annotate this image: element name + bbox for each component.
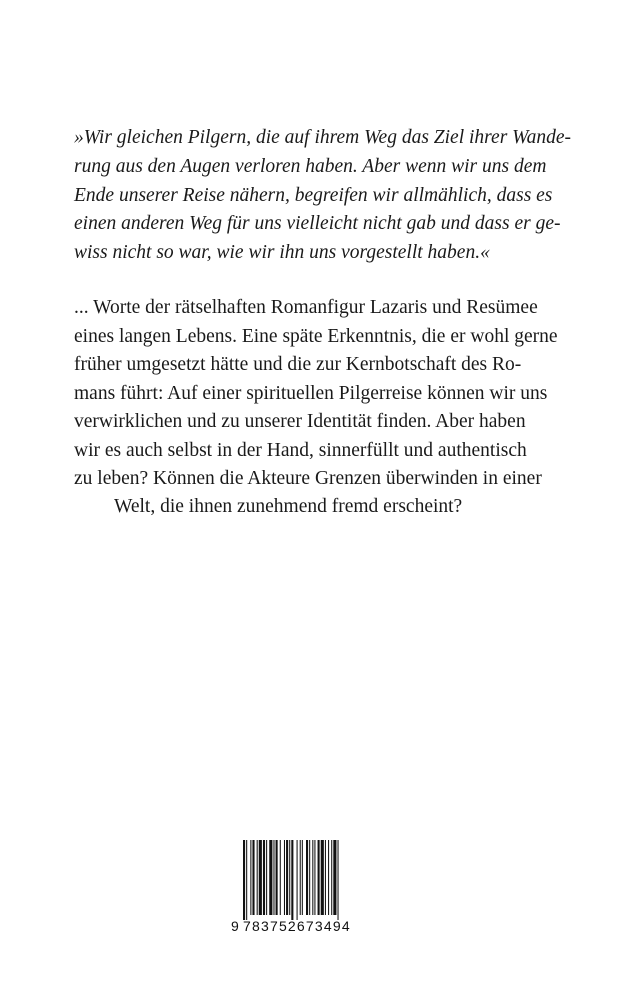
barcode-bar (333, 840, 336, 915)
barcode-bars (229, 840, 367, 920)
isbn-first-digit: 9 (231, 918, 239, 934)
barcode-bar (309, 840, 310, 915)
barcode-bar (284, 840, 285, 915)
quote-line: wiss nicht so war, wie wir ihn uns vorgestellt haben.« (74, 242, 490, 263)
quote-line: Ende unserer Reise nähern, begreifen wir allmählich, dass es (74, 185, 553, 206)
barcode-bar (338, 840, 339, 920)
barcode-bar (243, 840, 245, 920)
barcode-bar (328, 840, 329, 915)
barcode-bar (266, 840, 267, 915)
barcode-bar (302, 840, 303, 915)
barcode-bar (318, 840, 320, 915)
barcode-bar (252, 840, 254, 915)
blurb-line: eines langen Lebens. Eine späte Erkenntnis, die er wohl gerne (74, 326, 558, 347)
barcode-bar (300, 840, 301, 915)
barcode-bar (250, 840, 251, 915)
barcode-bar (269, 840, 272, 915)
barcode-bar (297, 840, 298, 920)
barcode-bar (306, 840, 308, 915)
barcode-bar (321, 840, 324, 915)
barcode-bar (280, 840, 281, 915)
quote-line: rung aus den Augen verloren haben. Aber wenn wir uns dem (74, 156, 547, 177)
quote-line: einen anderen Weg für uns vielleicht nicht gab und dass er ge- (74, 213, 561, 234)
blurb-line: mans führt: Auf einer spirituellen Pilgerreise können wir uns (74, 383, 548, 404)
barcode-bar (291, 840, 293, 920)
barcode-bar (263, 840, 265, 915)
quote-line: »Wir gleichen Pilgern, die auf ihrem Weg das Ziel ihrer Wande- (74, 127, 572, 148)
blurb-line: früher umgesetzt hätte und die zur Kernbotschaft des Ro- (74, 354, 522, 375)
barcode-bar (276, 840, 278, 915)
barcode-bar (286, 840, 288, 915)
barcode-bar (257, 840, 258, 915)
isbn-digits: 783752673494 (243, 918, 351, 934)
blurb-line: wir es auch selbst in der Hand, sinnerfüllt und authentisch (74, 440, 527, 461)
barcode-bar (314, 840, 315, 915)
isbn-number (229, 918, 367, 934)
barcode-bar (259, 840, 262, 915)
barcode-bar (246, 840, 247, 920)
barcode-bar (312, 840, 313, 915)
barcode-bar (325, 840, 326, 915)
barcode-bar (331, 840, 332, 915)
blurb-line: zu leben? Können die Akteure Grenzen überwinden in einer (74, 468, 542, 489)
barcode-bar (273, 840, 274, 915)
blurb-line: verwirklichen und zu unserer Identität finden. Aber haben (74, 411, 526, 432)
blurb-line: ... Worte der rätselhaften Romanfigur Lazaris und Resümee (74, 297, 538, 318)
barcode-bar (289, 840, 290, 915)
blurb-line: Welt, die ihnen zunehmend fremd erscheint? (114, 496, 463, 517)
